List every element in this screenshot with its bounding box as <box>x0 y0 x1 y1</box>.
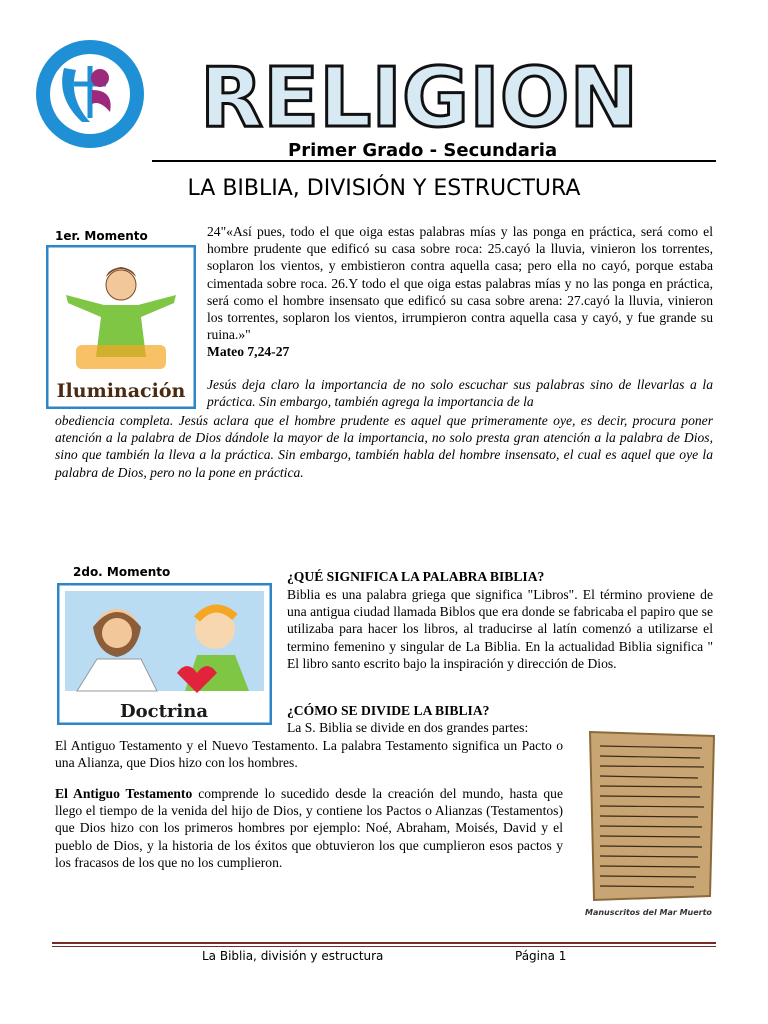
gospel-reference: Mateo 7,24-27 <box>207 344 290 359</box>
scroll-caption: Manuscritos del Mar Muerto <box>585 908 712 917</box>
meaning-paragraph: Biblia es una palabra griega que significa "Libros". El término proviene de una antigua ciudad llamada Biblos que era donde se fabricaba el papiro que se utilizaba para hacer los libros, al traducirse al latín comenzó a utilizarse el termino femenino y singular de La Biblia. En la actualidad Biblia significa " El libro santo escrito bajo la inspiración y dirección de Dios. <box>287 587 713 671</box>
division-paragraph-start: La S. Biblia se divide en dos grandes partes: <box>287 720 529 735</box>
illumination-caption: Iluminación <box>56 380 186 402</box>
moment2-label: 2do. Momento <box>73 565 171 579</box>
old-testament-term: El Antiguo Testamento <box>55 786 193 801</box>
banner-letter: RELIGION <box>200 52 639 130</box>
footer-divider-thick <box>52 942 716 944</box>
diocese-seal-logo <box>34 38 146 150</box>
illumination-image <box>46 245 196 409</box>
doctrine-image <box>57 583 272 725</box>
grade-subtitle: Primer Grado - Secundaria <box>288 140 558 161</box>
heading-meaning: ¿QUÉ SIGNIFICA LA PALABRA BIBLIA? <box>287 569 545 584</box>
gospel-quote: 24"«Así pues, todo el que oiga estas palabras mías y las ponga en práctica, será como el hombre prudente que edificó su casa sobre roca: 25.cayó la lluvia, vinieron los torrentes, soplaron los vientos, y embistieron contra aquella casa; pero ella no cayó, porque estaba cimentada sobre roca. 26.Y todo el que oiga estas palabras mías y no las ponga en práctica, será como el hombre insensato que edificó su casa sobre arena: 27.cayó la lluvia, vinieron los torrentes, soplaron los vientos, irrumpieron contra aquella casa y cayó, y fue grande su ruina.»" <box>207 224 713 343</box>
reflection-text-part2: obediencia completa. Jesús aclara que el hombre prudente es aquel que primeramente oye, es decir, procura poner atención a la palabra de Dios dándole la mayor de la importancia, no solo presta gran atención a la palabra de Dios, sino que también la lleva a la práctica. Sin embargo, también habla del hombre insensato, el cual es aquel que oye la palabra de Dios, pero no la pone en práctica. <box>55 413 713 480</box>
religion-banner <box>200 52 670 130</box>
footer-divider-thin <box>52 946 716 947</box>
doctrine-caption: Doctrina <box>120 701 208 722</box>
footer-document-title: La Biblia, división y estructura <box>202 949 384 963</box>
header-divider <box>152 160 716 162</box>
old-testament-description: comprende lo sucedido desde la creación del mundo, hasta que llego el tiempo de la venida del hijo de Dios, y contiene los Pactos o Alianzas (Testamentos) que Dios hizo con los primeros hombres por ejemplo: Noé, Abraham, Moisés, David y el pueblo de Dios, y la historia de los éxitos que obtuvieron los que cumplieron esos pactos y los fracasos de los que no los cumplieron. <box>55 786 564 870</box>
footer-page-number: Página 1 <box>515 949 567 963</box>
page-title: LA BIBLIA, DIVISIÓN Y ESTRUCTURA <box>187 176 581 201</box>
reflection-text-part1: Jesús deja claro la importancia de no solo escuchar sus palabras sino de llevarlas a la práctica. Sin embargo, también agrega la importancia de la <box>207 377 713 410</box>
dead-sea-scroll-image <box>582 726 722 904</box>
old-testament-paragraph <box>55 785 563 871</box>
moment1-label: 1er. Momento <box>55 229 148 243</box>
heading-division: ¿CÓMO SE DIVIDE LA BIBLIA? <box>287 703 490 718</box>
division-paragraph: El Antiguo Testamento y el Nuevo Testamento. La palabra Testamento significa un Pacto o una Alianza, que Dios hizo con los hombres. <box>55 738 563 771</box>
